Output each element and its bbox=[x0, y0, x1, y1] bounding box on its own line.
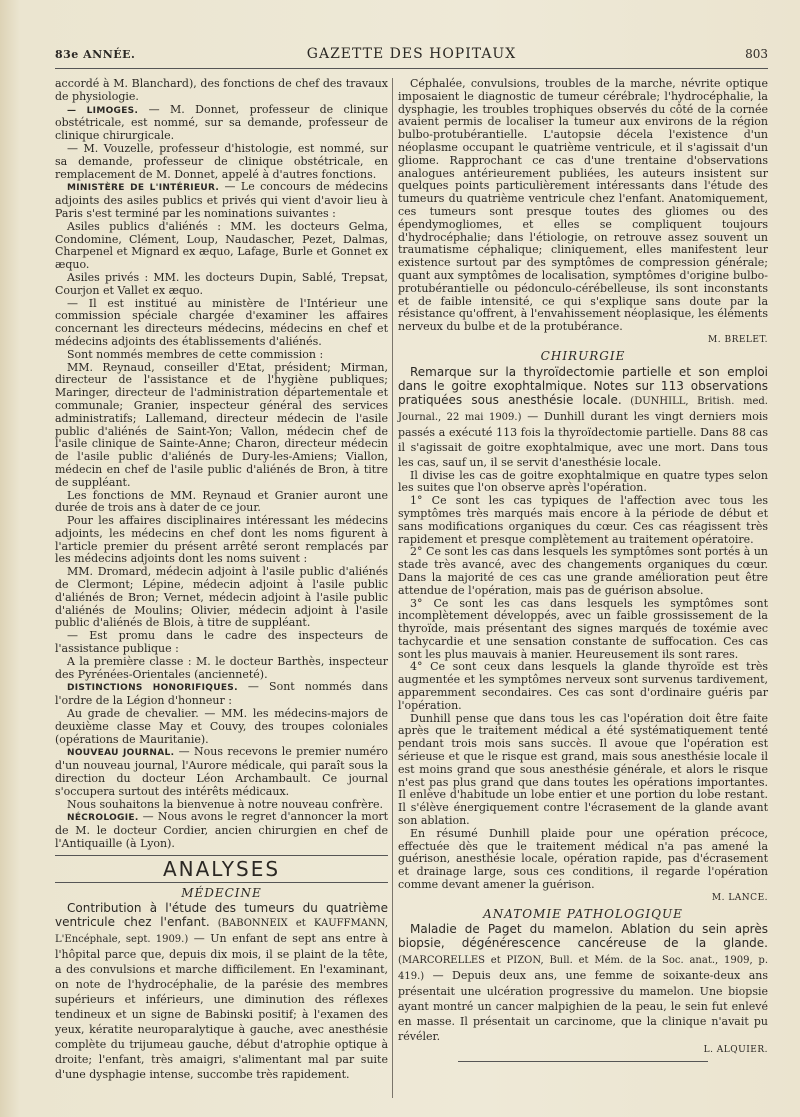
left-column bbox=[55, 78, 388, 1082]
paragraph-text: — Le concours de médecins adjoints des asiles publics et privés qui vient d'avoir lieu à Paris s'est terminé par les nominations suivantes : bbox=[55, 180, 388, 220]
signature: M. LANCE. bbox=[711, 892, 768, 903]
paragraph: Dunhill pense que dans tous les cas l'opération doit être faite après que le traitement médical a été systématiquement tenté pendant trois mois sans succès. Il avoue que l'opération est sérieuse et que le risque est grand, mais sous anesthésie locale il est moins grand que sous anesthésie générale, et alors le risque n'est pas plus grand que dans toutes les opérations importantes. Il enlève d'habitude un lobe entier et une portion du lobe restant. Il s'élève énergiquement contre l'écrasement de la glande avant son ablation. bbox=[398, 711, 768, 828]
right-column bbox=[398, 78, 768, 1066]
subsection-heading: MÉDECINE bbox=[181, 885, 262, 900]
article-title bbox=[398, 922, 768, 1044]
article-title bbox=[55, 901, 388, 1082]
paragraph: Asiles privés : MM. les docteurs Dupin, Sablé, Trepsat, Courjon et Vallet ex æquo. bbox=[55, 270, 388, 297]
paragraph: 4° Ce sont ceux dans lesquels la glande thyroïde est très augmentée et les symptômes nerveux sont survenus tardivement, apparemment secondaires. Ces cas sont d'ordinaire guéris par l'opération. bbox=[398, 660, 768, 712]
paragraph: Nous souhaitons la bienvenue à notre nouveau confrère. bbox=[67, 797, 383, 811]
paragraph: A la première classe : M. le docteur Barthès, inspecteur des Pyrénées-Orientales (ancienneté). bbox=[55, 654, 388, 681]
signature: M. BRELET. bbox=[708, 334, 768, 345]
paragraph: Il divise les cas de goitre exophtalmique en quatre types selon les suites que l'on observe après l'opération. bbox=[398, 468, 768, 495]
page-header bbox=[55, 44, 768, 69]
paragraph: Au grade de chevalier. — MM. les médecins-majors de deuxième classe May et Couvy, des troupes coloniales (opérations de Mauritanie). bbox=[55, 707, 388, 746]
paragraph: Les fonctions de MM. Reynaud et Granier auront une durée de trois ans à dater de ce jour. bbox=[55, 488, 388, 515]
article-reference: (DUNHILL, British. med. Journal., 22 mai 1909.) bbox=[398, 395, 768, 423]
article-title bbox=[398, 365, 768, 470]
rubric: NÉCROLOGIE. bbox=[67, 813, 139, 824]
paragraph-distinctions bbox=[55, 681, 388, 708]
paragraph-text: — Nous avons le regret d'annoncer la mort de M. le docteur Cordier, ancien chirurgien en chef de l'Antiquaille (à Lyon). bbox=[55, 810, 388, 851]
paragraph: — Il est institué au ministère de l'Intérieur une commission spéciale chargée d'examiner les affaires concernant les directeurs médecins, médecins en chef et médecins adjoints des établissements d'aliénés. bbox=[55, 296, 388, 348]
article-reference: (BABONNEIX et KAUFFMANN, L'Encéphale, sept. 1909.) bbox=[55, 918, 388, 946]
article-title-text: Remarque sur la thyroïdectomie partielle et son emploi dans le goitre exophtalmique. Notes sur 113 observations pratiquées sous anesthésie locale. bbox=[398, 364, 768, 407]
rubric: — LIMOGES. bbox=[67, 105, 139, 116]
article-title-text: Contribution à l'étude des tumeurs du quatrième ventricule chez l'enfant. bbox=[55, 901, 388, 930]
section-heading: ANALYSES bbox=[55, 855, 388, 883]
rubric: DISTINCTIONS HONORIFIQUES. bbox=[67, 683, 238, 694]
article-text: — Un enfant de sept ans entre à l'hôpital parce que, depuis dix mois, il se plaint de la tête, a des convulsions et marche difficilement. En l'examinant, on note de l'hydrocéphalie, de la parésie des membres supérieurs et inférieurs, une diminution des réflexes tendineux et un signe de Babinski positif; à l'examen des yeux, kératite neuroparalytique à gauche, avec anesthésie complète du trijumeau gauche, début d'atrophie optique à droite; l'enfant, très amaigri, s'alimentant mal par suite d'une dysphagie intense, succombe très rapidement. bbox=[55, 932, 388, 1082]
subsection-heading: ANATOMIE PATHOLOGIQUE bbox=[483, 906, 683, 921]
paragraph: accordé à M. Blanchard), des fonctions de chef des travaux de physiologie. bbox=[55, 77, 388, 103]
paragraph-limoges bbox=[55, 104, 388, 143]
end-rule bbox=[458, 1061, 708, 1062]
article-reference: (MARCORELLES et PIZON, Bull. et Mém. de la Soc. anat., 1909, p. 419.) bbox=[398, 955, 768, 983]
rubric: MINISTÈRE DE L'INTÉRIEUR. bbox=[67, 183, 220, 194]
paragraph: Céphalée, convulsions, troubles de la marche, névrite optique imposaient le diagnostic de tumeur cérébrale; l'hydrocéphalie, la dysphagie, les troubles trophiques observés du côté de la cornée avaient permis de localiser la tumeur aux environs de la région bulbo-protubérantielle. L'autopsie décela l'existence d'un néoplasme occupant le quatrième ventricule, et il s'agissait d'un gliome. Rapprochant ce cas d'une trentaine d'observations analogues antérieurement publiées, les auteurs insistent sur quelques points particulièrement intéressants dans l'étude des tumeurs du quatrième ventricule chez l'enfant. Anatomiquement, ces tumeurs sont presque toutes des gliomes ou des épendymogliomes, et elles se compliquent toujours d'hydrocéphalie; dans l'étiologie, on retrouve assez souvent un traumatisme céphalique; cliniquement, elles manifestent leur existence surtout par des symptômes de compression générale; quant aux symptômes de localisation, symptômes d'origine bulbo-protubérantielle ou pédonculo-cérébelleuse, ils sont inconstants et de faible intensité, ce qui s'explique sans doute par la résistance qu'offrent, à l'envahissement néoplasique, les éléments nerveux du bulbe et de la protubérance. bbox=[398, 77, 768, 334]
paragraph-journal bbox=[55, 746, 388, 798]
paragraph: 2° Ce sont les cas dans lesquels les symptômes sont portés à un stade très avancé, avec des changements organiques du cœur. Dans la majorité de ces cas une grande amélioration peut être attendue de l'opération, mais pas de guérison absolue. bbox=[398, 545, 768, 597]
paragraph-text: — Nous recevons le premier numéro d'un nouveau journal, l'Aurore médicale, qui paraît sous la direction du docteur Léon Archambault. Ce journal s'occupera surtout des intérêts médicaux. bbox=[55, 745, 388, 798]
page-number: 803 bbox=[745, 47, 768, 61]
paragraph: — M. Vouzelle, professeur d'histologie, est nommé, sur sa demande, professeur de clinique obstétricale, en remplacement de M. Donnet, appelé à d'autres fonctions. bbox=[55, 141, 388, 181]
journal-title: GAZETTE DES HOPITAUX bbox=[306, 46, 517, 62]
column-divider bbox=[392, 78, 393, 1098]
paragraph: — Est promu dans le cadre des inspecteurs de l'assistance publique : bbox=[55, 629, 388, 656]
paragraph-necrologie bbox=[55, 811, 388, 850]
paragraph: Asiles publics d'aliénés : MM. les docteurs Gelma, Condomine, Clément, Loup, Naudascher, Pezet, Dalmas, Charpenel et Mignard ex æquo, Lafage, Burle et Gonnet ex æquo. bbox=[55, 219, 388, 272]
paragraph-ministere bbox=[55, 181, 388, 220]
paragraph: MM. Reynaud, conseiller d'Etat, président; Mirman, directeur de l'assistance et de l'hygiène publiques; Maringer, directeur de l'administration départementale et communale; Granier, inspecteur général des services administratifs; Lallemand, directeur médecin de l'asile public d'aliénés de Saint-Yon; Vallon, médecin chef de l'asile clinique de Sainte-Anne; Charon, directeur médecin de l'asile public d'aliénés de Dury-les-Amiens; Viallon, médecin en chef de l'asile public d'aliénés de Bron, à titre de suppléant. bbox=[55, 360, 388, 489]
paragraph-text: — Sont nommés dans l'ordre de la Légion d'honneur : bbox=[55, 680, 388, 708]
paragraph-text: — M. Donnet, professeur de clinique obstétricale, est nommé, sur sa demande, professeur de clinique chirurgicale. bbox=[55, 102, 388, 143]
paragraph: 1° Ce sont les cas typiques de l'affection avec tous les symptômes très marqués mais encore à la période de début et sans modifications organiques du cœur. Ces cas réagissent très rapidement et presque complètement au traitement opératoire. bbox=[398, 494, 768, 546]
rubric: NOUVEAU JOURNAL. bbox=[67, 748, 175, 759]
subsection-heading: CHIRURGIE bbox=[540, 348, 626, 363]
paragraph: 3° Ce sont les cas dans lesquels les symptômes sont incomplètement développés, avec un faible grossissement de la thyroïde, mais présentant des signes marqués de toxémie avec tachycardie et une sensation constante de suffocation. Ces cas sont les plus mauvais à manier. Heureusement ils sont rares. bbox=[398, 596, 768, 661]
article-text: — Dunhill durant les vingt derniers mois passés a exécuté 113 fois la thyroïdectomie partielle. Dans 88 cas il s'agissait de goitre exophtalmique, avec une mort. Dans tous les cas, sauf un, il se servit d'anesthésie locale. bbox=[398, 409, 768, 469]
signature: L. ALQUIER. bbox=[703, 1045, 768, 1056]
article-title-text: Maladie de Paget du mamelon. Ablation du sein après biopsie, dégénérescence cancéreuse de la glande. bbox=[398, 922, 768, 951]
paragraph: Pour les affaires disciplinaires intéressant les médecins adjoints, les médecins en chef dont les noms figurent à l'article premier du présent arrêté seront remplacés par les médecins adjoints dont les noms suivent : bbox=[55, 514, 388, 566]
article-text: — Depuis deux ans, une femme de soixante-deux ans présentait une ulcération progressive du mamelon. Une biopsie ayant montré un cancer malpighien de la peau, le sein fut enlevé en masse. Il présentait un carcinome, que la clinique n'avait pu révéler. bbox=[398, 969, 768, 1044]
paragraph: En résumé Dunhill plaide pour une opération précoce, effectuée dès que le traitement médical n'a pas amené la guérison, anesthésie locale, opération rapide, pas d'écrasement et drainage large, sous ces conditions, il regarde l'opération comme devant amener la guérison. bbox=[398, 826, 768, 892]
issue-year: 83e ANNÉE. bbox=[55, 48, 136, 61]
paragraph: MM. Dromard, médecin adjoint à l'asile public d'aliénés de Clermont; Lépine, médecin adjoint à l'asile public d'aliénés de Bron; Vernet, médecin adjoint à l'asile public d'aliénés de Moulins; Olivier, médecin adjoint à l'asile public d'aliénés de Blois, à titre de suppléant. bbox=[55, 565, 388, 630]
paragraph: Sont nommés membres de cette commission : bbox=[67, 347, 324, 361]
